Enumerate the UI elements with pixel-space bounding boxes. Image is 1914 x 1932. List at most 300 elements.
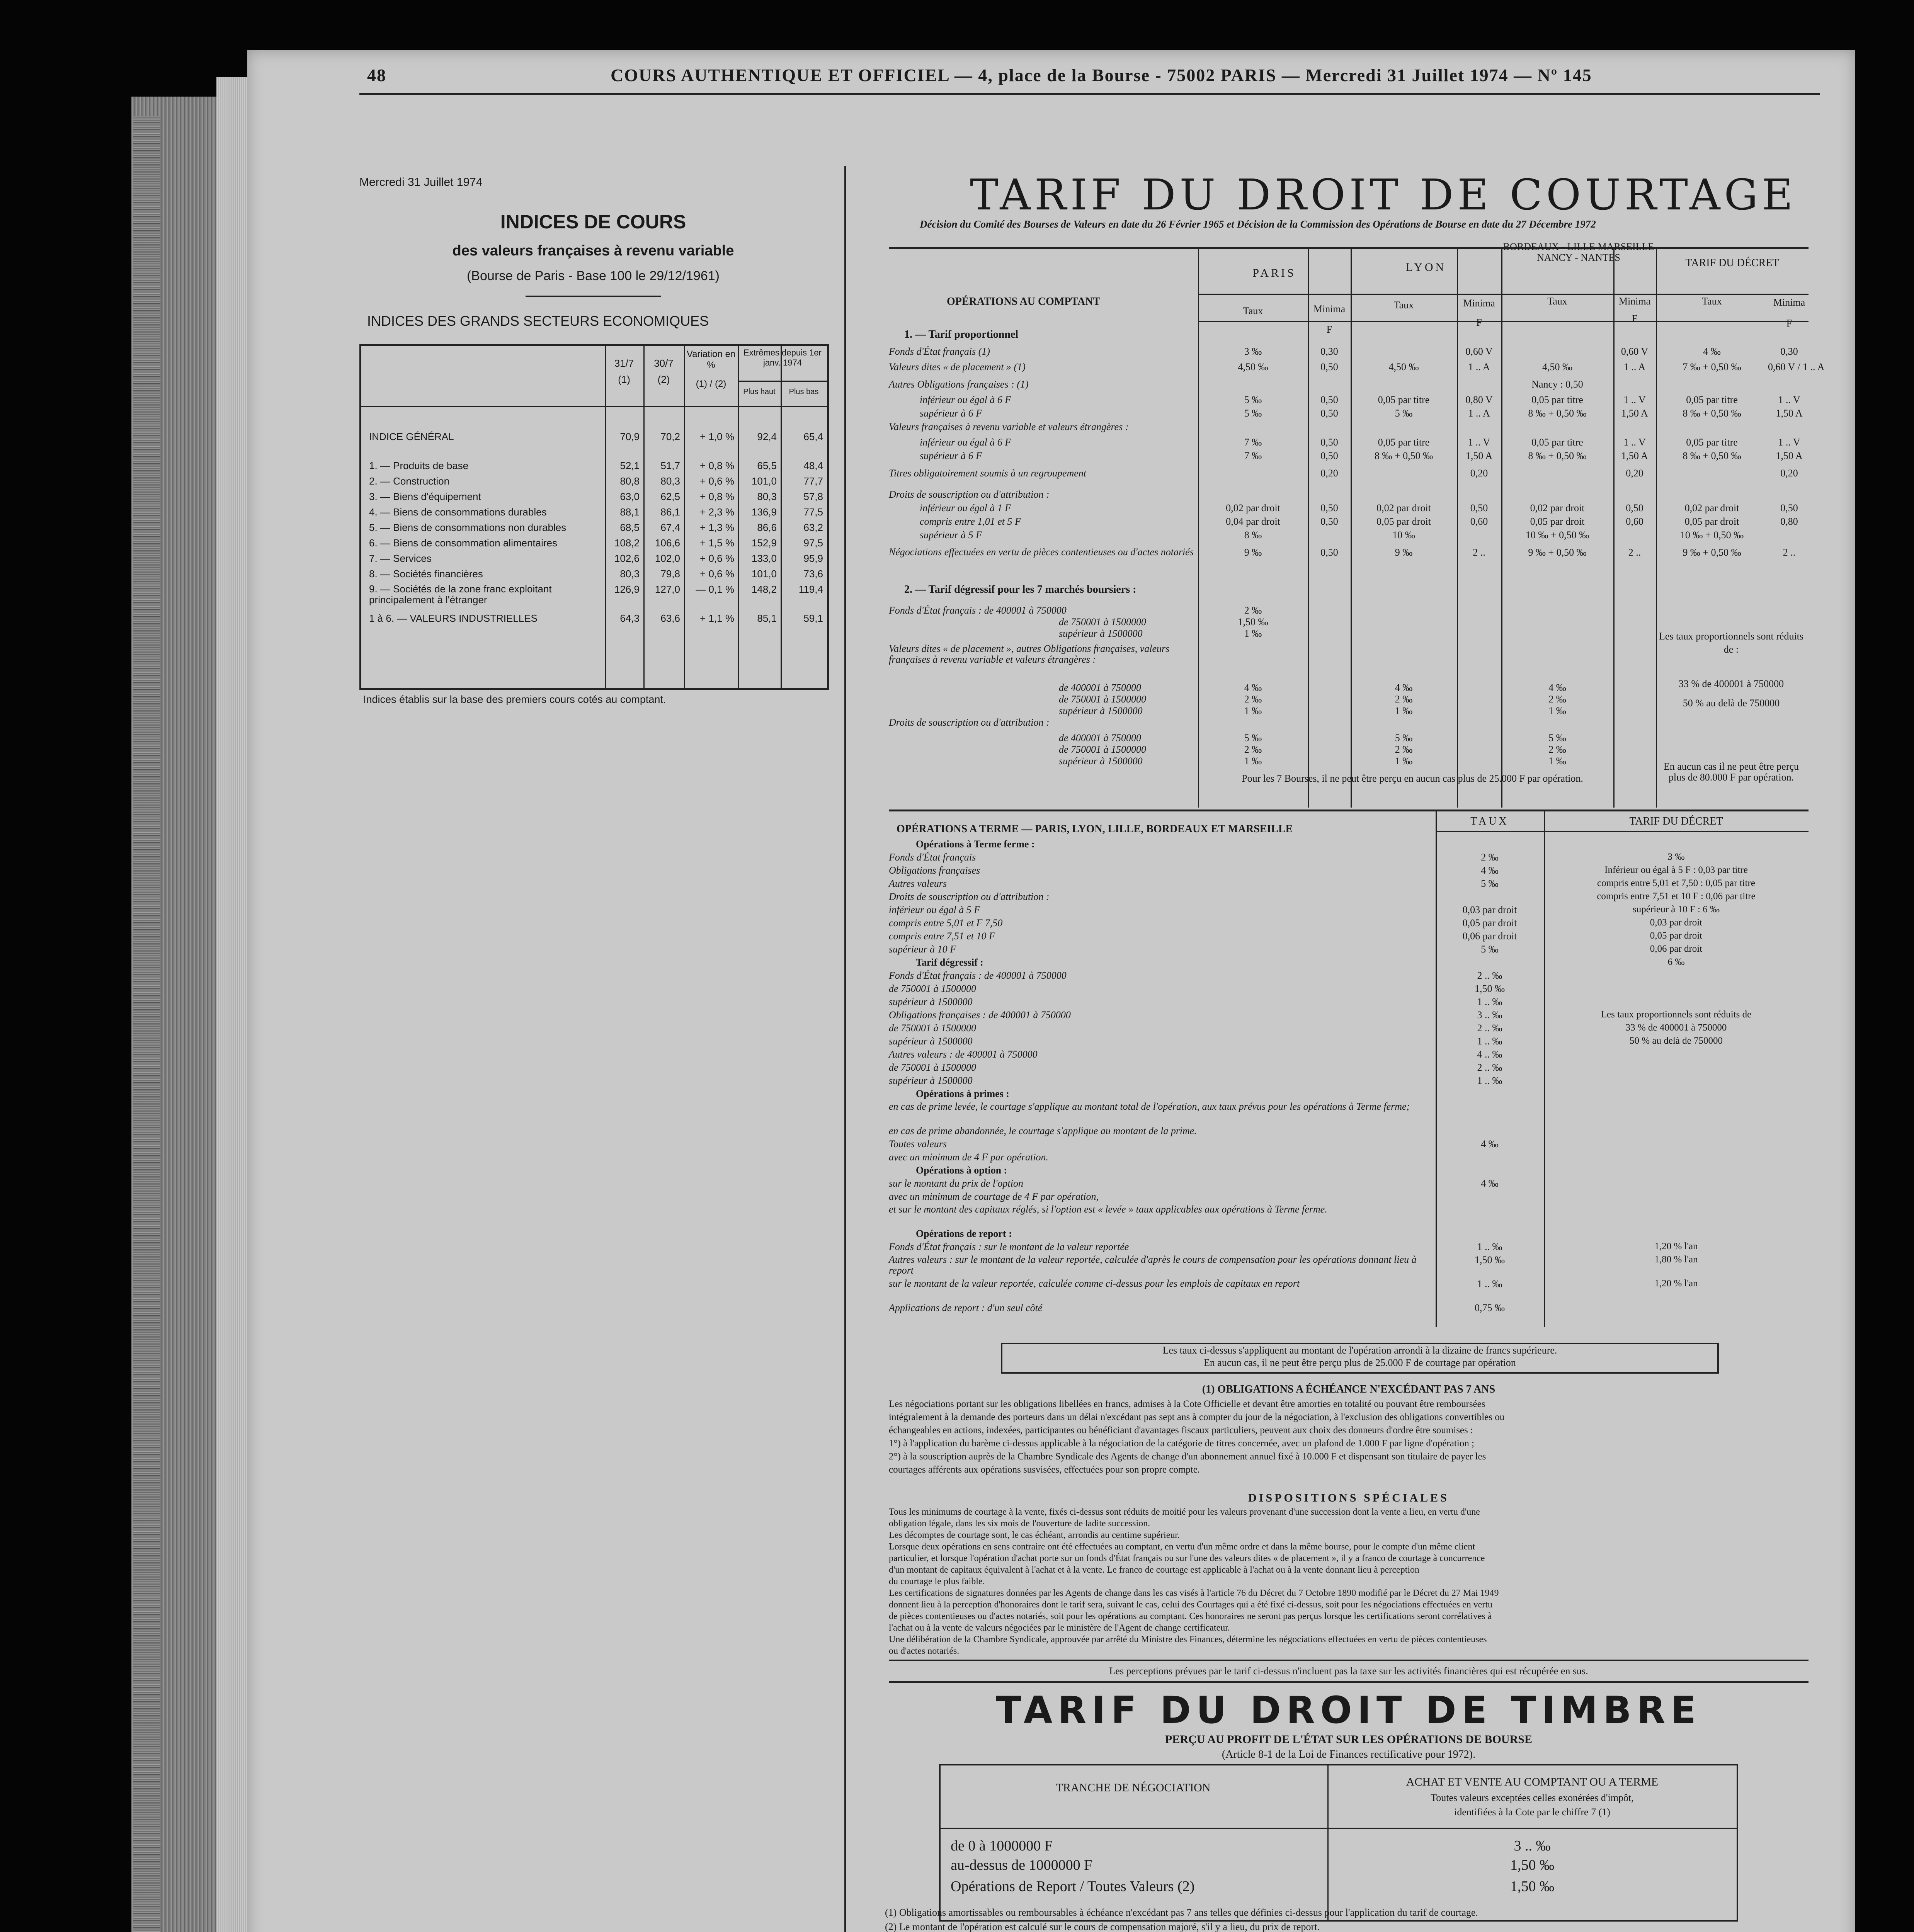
dec-taux: 0,05 par titre	[1686, 437, 1738, 448]
terme-decret: supérieur à 10 F : 6 ‰	[1633, 904, 1720, 915]
dec-taux: 0,05 par titre	[1686, 394, 1738, 405]
terme-taux: 0,03 par droit	[1462, 904, 1517, 915]
index-30-7: 67,4	[660, 522, 680, 533]
dec-minima: 1 .. V	[1778, 394, 1800, 405]
oblig-text-line: Les négociations portant sur les obligations libellées en francs, admises à la Cote Officielle et devant être amorties en totalité ou pouvant être remboursées	[889, 1399, 1485, 1409]
disp-text-line: particulier, et lorsque l'opération d'achat porte sur un fonds d'État français ou sur l'une des valeurs dites « de placement », il y a franco de courtage à concurrence	[889, 1553, 1485, 1563]
col-paris: PARIS	[1252, 267, 1296, 279]
terme-decret: 3 ‰	[1667, 852, 1685, 862]
terme-decret: 0,06 par droit	[1650, 944, 1703, 954]
paris-minima: 0,30	[1320, 346, 1338, 357]
timbre-row-value: 3 .. ‰	[1514, 1838, 1551, 1854]
terme-row-label: inférieur ou égal à 5 F	[889, 904, 980, 915]
index-variation: + 1,3 %	[700, 522, 734, 533]
dec-taux: 8 ‰ + 0,50 ‰	[1683, 408, 1741, 419]
disp-text-line: Les décomptes de courtage sont, le cas échéant, arrondis au centime supérieur.	[889, 1530, 1180, 1540]
paris-taux: 5 ‰	[1244, 408, 1262, 419]
index-31-7: 80,8	[620, 475, 640, 487]
terme-taux: 0,75 ‰	[1475, 1302, 1505, 1313]
dec-taux: 0,05 par droit	[1684, 516, 1739, 527]
paris-taux: 4,50 ‰	[1238, 361, 1268, 372]
terme-decret: 0,03 par droit	[1650, 917, 1703, 928]
index-30-7: 102,0	[655, 553, 680, 564]
col-decret: TARIF DU DÉCRET	[1685, 257, 1779, 269]
degressif-paris: 2 ‰	[1244, 744, 1262, 755]
terme-taux: 2 ‰	[1481, 852, 1499, 863]
terme-row-label: Autres valeurs	[889, 878, 947, 889]
index-plus-bas: 65,4	[803, 431, 823, 442]
page-number: 48	[367, 65, 386, 85]
terme-decret: 33 % de 400001 à 750000	[1625, 1022, 1727, 1033]
index-31-7: 52,1	[620, 460, 640, 471]
degressif-row-label: supérieur à 1500000	[1059, 705, 1143, 716]
degressif-note: Les taux proportionnels sont réduits de :	[1659, 631, 1804, 655]
comptant-row-label: compris entre 1,01 et 5 F	[920, 516, 1021, 527]
timbre-top-rule	[889, 1681, 1809, 1683]
index-plus-bas: 59,1	[803, 612, 823, 624]
degressif-paris: 2 ‰	[1244, 694, 1262, 705]
degressif-lyon: 1 ‰	[1395, 755, 1413, 767]
indices-table	[359, 344, 829, 690]
bord-taux: 4,50 ‰	[1542, 361, 1572, 372]
dec-minima: 0,80	[1780, 516, 1798, 527]
degressif-row-label: de 750001 à 1500000	[1059, 616, 1147, 628]
lyon-taux: 0,05 par droit	[1376, 516, 1431, 527]
lyon-taux: 10 ‰	[1392, 529, 1415, 541]
index-plus-bas: 77,5	[803, 506, 823, 518]
index-plus-haut: 152,9	[751, 537, 777, 549]
disp-text-line: Une délibération de la Chambre Syndicale, approuvée par arrêté du Ministre des Finances, détermine les négociations effectuées en vertu de pièces contentieuses	[889, 1634, 1487, 1645]
col-head-variation: Variation en %	[686, 349, 736, 370]
terme-decret: 1,20 % l'an	[1654, 1278, 1698, 1289]
terme-row-label: Tarif dégressif :	[916, 957, 983, 968]
degressif-row-label: Valeurs dites « de placement », autres Obligations françaises, valeurs françaises à revenu variable et valeurs étrangères :	[889, 643, 1170, 665]
degressif-bord: 2 ‰	[1548, 694, 1566, 705]
col-head-31-7-num: (1)	[618, 374, 630, 385]
terme-row-label: de 750001 à 1500000	[889, 983, 977, 994]
bord-minima: 0,60	[1626, 516, 1643, 527]
col-head-30-7: 30/7	[654, 357, 674, 369]
bord-minima: 1,50 A	[1621, 450, 1648, 461]
terme-row-label: Obligations françaises	[889, 865, 980, 876]
terme-row-label: Fonds d'État français : de 400001 à 750000	[889, 970, 1067, 981]
lyon-taux: 4,50 ‰	[1388, 361, 1419, 372]
paris-taux: 3 ‰	[1244, 346, 1262, 357]
terme-row-label: compris entre 5,01 et F 7,50	[889, 917, 1003, 929]
index-plus-haut: 80,3	[757, 491, 777, 502]
paris-minima: 0,50	[1320, 361, 1338, 372]
degressif-bord: 4 ‰	[1548, 682, 1566, 693]
index-label: 5. — Biens de consommations non durables	[369, 522, 567, 533]
lyon-taux: 5 ‰	[1395, 408, 1413, 419]
lyon-minima: 2 ..	[1473, 547, 1485, 558]
bord-minima: 0,50	[1626, 502, 1643, 514]
terme-decret: compris entre 5,01 et 7,50 : 0,05 par titre	[1597, 878, 1755, 888]
index-31-7: 68,5	[620, 522, 640, 533]
lyon-minima: 0,60 V	[1465, 346, 1493, 357]
timbre-subtitle: PERÇU AU PROFIT DE L'ÉTAT SUR LES OPÉRATIONS DE BOURSE	[1165, 1733, 1532, 1746]
perceptions-rule	[889, 1660, 1809, 1661]
index-31-7: 88,1	[620, 506, 640, 518]
index-plus-haut: 148,2	[751, 583, 777, 595]
bord-minima: 1 .. V	[1623, 394, 1646, 405]
dec-taux: 10 ‰ + 0,50 ‰	[1680, 529, 1744, 541]
disp-text-line: Tous les minimums de courtage à la vente, fixés ci-dessus sont réduits de moitié pour les valeurs provenant d'une succession dont la vente a lieu, en vertu d'une	[889, 1507, 1480, 1517]
timbre-note2: (2) Le montant de l'opération est calculé sur le cours de compensation majoré, s'il y a lieu, du prix de report.	[885, 1921, 1320, 1932]
column-divider	[844, 166, 846, 1932]
terme-taux: 1,50 ‰	[1475, 983, 1505, 994]
index-variation: + 0,8 %	[700, 491, 734, 502]
index-30-7: 80,3	[660, 475, 680, 487]
paris-minima: 0,50	[1320, 516, 1338, 527]
terme-row-label: Autres valeurs : sur le montant de la valeur reportée, calculée d'après le cours de compensation pour les opérations donnant lieu à report	[889, 1254, 1417, 1276]
lyon-minima-head: Minima	[1463, 298, 1495, 309]
terme-decret: Inférieur ou égal à 5 F : 0,03 par titre	[1604, 865, 1748, 875]
lyon-minima: 0,20	[1470, 468, 1488, 479]
degressif-lyon: 1 ‰	[1395, 705, 1413, 716]
bord-taux: 0,02 par droit	[1530, 502, 1585, 514]
terme-decret: 0,05 par droit	[1650, 930, 1703, 941]
terme-row-label: Toutes valeurs	[889, 1138, 947, 1150]
index-plus-bas: 95,9	[803, 553, 823, 564]
index-30-7: 127,0	[655, 583, 680, 595]
paris-minima: 0,50	[1320, 408, 1338, 419]
terme-row-label: de 750001 à 1500000	[889, 1062, 977, 1073]
degressif-row-label: de 750001 à 1500000	[1059, 744, 1147, 755]
terme-row-label: avec un minimum de courtage de 4 F par opération,	[889, 1191, 1099, 1202]
terme-row-label: Opérations à option :	[916, 1165, 1007, 1176]
degressif-paris: 1,50 ‰	[1238, 616, 1268, 628]
terme-decret-head: TARIF DU DÉCRET	[1629, 815, 1723, 827]
comptant-row-label: inférieur ou égal à 6 F	[920, 394, 1011, 405]
indices-subtitle: des valeurs françaises à revenu variable	[452, 243, 734, 259]
terme-decret: compris entre 7,51 et 10 F : 0,06 par titre	[1597, 891, 1756, 901]
timbre-note1: (1) Obligations amortissables ou remboursables à échéance n'excédant pas 7 ans telles que définies ci-dessus pour l'application du tarif de courtage.	[885, 1907, 1478, 1918]
index-label: 1 à 6. — VALEURS INDUSTRIELLES	[369, 612, 538, 624]
index-31-7: 126,9	[614, 583, 640, 595]
index-plus-bas: 63,2	[803, 522, 823, 533]
col-head-extremes: Extrêmes depuis 1er janv. 1974	[743, 348, 822, 367]
oblig-text-line: 2°) à la souscription auprès de la Chambre Syndicale des Agents de change d'un abonnement annuel fixé à 10.000 F et dispensant son titulaire de payer les	[889, 1451, 1486, 1462]
degressif-n3: En aucun cas il ne peut être perçu plus de 80.000 F par opération.	[1663, 761, 1799, 783]
terme-row-label: Opérations à Terme ferme :	[916, 838, 1035, 850]
paris-minima: 0,50	[1320, 502, 1338, 514]
page-header	[367, 65, 1836, 88]
degressif-row-label: Droits de souscription ou d'attribution :	[889, 717, 1050, 728]
dec-minima: 1,50 A	[1776, 408, 1803, 419]
dec-taux: 0,02 par droit	[1684, 502, 1739, 514]
comptant-row-label: Valeurs françaises à revenu variable et valeurs étrangères :	[889, 421, 1129, 432]
terme-row-label: supérieur à 1500000	[889, 1036, 973, 1047]
index-30-7: 86,1	[660, 506, 680, 518]
index-variation: + 1,1 %	[700, 612, 734, 624]
terme-row-label: supérieur à 1500000	[889, 1075, 973, 1086]
terme-taux: 2 .. ‰	[1477, 1062, 1502, 1073]
lyon-taux: 9 ‰	[1395, 547, 1413, 558]
index-variation: + 0,6 %	[700, 568, 734, 580]
degressif-row-label: Fonds d'État français : de 400001 à 750000	[889, 605, 1067, 616]
paris-taux: 5 ‰	[1244, 394, 1262, 405]
oblig-text-line: 1°) à l'application du barème ci-dessus applicable à la négociation de la catégorie de titres concernée, avec un plafond de 1.000 F par ligne d'opération ;	[889, 1438, 1474, 1449]
lyon-minima: 0,60	[1470, 516, 1488, 527]
terme-row-label: Opérations à primes :	[916, 1088, 1009, 1099]
dec-minima: 1 .. V	[1778, 437, 1800, 448]
degressif-bord: 1 ‰	[1548, 755, 1566, 767]
disp-text-line: Lorsque deux opérations en sens contraire ont été effectuées au comptant, en vertu d'un même ordre et dans la même bourse, pour le compte d'un même client	[889, 1542, 1475, 1552]
index-label: 8. — Sociétés financières	[369, 568, 483, 580]
terme-taux: 0,06 par droit	[1462, 930, 1517, 942]
paris-taux: 0,02 par droit	[1226, 502, 1280, 514]
degressif-paris: 2 ‰	[1244, 605, 1262, 616]
col-head-variation-formula: (1) / (2)	[696, 379, 726, 389]
index-variation: — 0,1 %	[696, 583, 734, 595]
index-plus-haut: 101,0	[751, 568, 777, 580]
index-plus-bas: 119,4	[798, 583, 823, 595]
index-30-7: 106,6	[655, 537, 680, 549]
timbre-col1: TRANCHE DE NÉGOCIATION	[1056, 1781, 1211, 1794]
oblig-text-line: échangeables en actions, indexées, participantes ou bénéficiant d'avantages fiscaux particuliers, peuvent aux choix des donneurs d'ordre être soumises :	[889, 1425, 1473, 1435]
index-label: INDICE GÉNÉRAL	[369, 431, 454, 442]
index-plus-bas: 77,7	[803, 475, 823, 487]
terme-taux: 2 .. ‰	[1477, 970, 1502, 981]
tarif-proportionnel-title: 1. — Tarif proportionnel	[904, 328, 1019, 340]
index-variation: + 0,6 %	[700, 553, 734, 564]
comptant-row-label: Valeurs dites « de placement » (1)	[889, 361, 1026, 372]
index-31-7: 63,0	[620, 491, 640, 502]
index-plus-haut: 92,4	[757, 431, 777, 442]
bord-taux: 8 ‰ + 0,50 ‰	[1528, 408, 1587, 419]
timbre-col2b: identifiées à la Cote par le chiffre 7 (1)	[1454, 1806, 1610, 1818]
degressif-lyon: 2 ‰	[1395, 694, 1413, 705]
terme-taux: 4 ‰	[1481, 1178, 1499, 1189]
index-31-7: 80,3	[620, 568, 640, 580]
terme-row-label: avec un minimum de 4 F par opération.	[889, 1151, 1049, 1163]
paris-f-head: F	[1326, 324, 1332, 335]
degressif-lyon: 5 ‰	[1395, 732, 1413, 743]
paris-taux: 7 ‰	[1244, 437, 1262, 448]
header-rule	[359, 93, 1820, 95]
index-30-7: 51,7	[660, 460, 680, 471]
terme-top-rule	[889, 810, 1809, 811]
seven-bourses-note: Pour les 7 Bourses, il ne peut être perçu en aucun cas plus de 25.000 F par opération.	[1242, 773, 1583, 784]
courtage-title: TARIF DU DROIT DE COURTAGE	[970, 170, 1797, 219]
index-30-7: 63,6	[660, 612, 680, 624]
terme-taux: 4 ‰	[1481, 865, 1499, 876]
index-plus-haut: 65,5	[757, 460, 777, 471]
terme-row-label: sur le montant du prix de l'option	[889, 1178, 1023, 1189]
degressif-row-label: supérieur à 1500000	[1059, 628, 1143, 639]
comptant-row-label: supérieur à 5 F	[920, 529, 982, 541]
terme-taux: 2 .. ‰	[1477, 1022, 1502, 1034]
terme-decret: 1,20 % l'an	[1654, 1241, 1698, 1252]
dec-minima: 0,20	[1780, 468, 1798, 479]
disp-text-line: l'achat ou à la vente de valeurs négociées par le ministère de l'Agent de change certificateur.	[889, 1623, 1230, 1633]
paris-taux: 9 ‰	[1244, 547, 1262, 558]
terme-decret: 6 ‰	[1667, 957, 1685, 967]
index-30-7: 62,5	[660, 491, 680, 502]
index-label: 9. — Sociétés de la zone franc exploitant principalement à l'étranger	[369, 583, 552, 605]
terme-taux: 1 .. ‰	[1477, 1036, 1502, 1047]
perceptions-note: Les perceptions prévues par le tarif ci-dessus n'incluent pas la taxe sur les activités financières qui est récupérée en sus.	[1109, 1665, 1588, 1677]
index-31-7: 64,3	[620, 612, 640, 624]
bord-minima: 1,50 A	[1621, 408, 1648, 419]
ops-comptant-title: OPÉRATIONS AU COMPTANT	[947, 296, 1101, 308]
paris-taux-head: Taux	[1243, 305, 1263, 316]
dec-taux-head: Taux	[1702, 296, 1722, 307]
lyon-minima: 1 .. V	[1468, 437, 1490, 448]
lyon-minima: 0,80 V	[1465, 394, 1493, 405]
taux-note-1: Les taux ci-dessus s'appliquent au montant de l'opération arrondi à la dizaine de francs supérieure.	[1162, 1345, 1557, 1356]
bord-taux: 0,05 par droit	[1530, 516, 1585, 527]
col-head-30-7-num: (2)	[657, 374, 670, 385]
col-lyon: LYON	[1405, 261, 1446, 274]
lyon-taux: 0,05 par titre	[1378, 394, 1430, 405]
dec-minima: 1,50 A	[1776, 450, 1803, 461]
degressif-paris: 4 ‰	[1244, 682, 1262, 693]
bord-taux: 8 ‰ + 0,50 ‰	[1528, 450, 1587, 461]
dec-f-head: F	[1786, 318, 1792, 329]
bord-minima: 2 ..	[1628, 547, 1641, 558]
dec-taux: 7 ‰ + 0,50 ‰	[1683, 361, 1741, 372]
disp-text-line: obligation légale, dans les six mois de l'ouverture de ladite succession.	[889, 1519, 1150, 1529]
degressif-n1: 33 % de 400001 à 750000	[1678, 678, 1784, 689]
disp-text-line: ou d'actes notariés.	[889, 1646, 960, 1656]
disp-text-line: de pièces contentieuses ou d'actes notariés, soit pour les opérations au comptant. Ces honoraires ne seront pas perçus lorsque les certifications seront corrélatives à	[889, 1611, 1492, 1621]
terme-taux: 5 ‰	[1481, 878, 1499, 889]
paris-minima: 0,50	[1320, 437, 1338, 448]
lyon-taux: 0,05 par titre	[1378, 437, 1430, 448]
index-variation: + 0,8 %	[700, 460, 734, 471]
terme-row-label: en cas de prime abandonnée, le courtage s'applique au montant de la prime.	[889, 1125, 1197, 1136]
paris-taux: 7 ‰	[1244, 450, 1262, 461]
index-plus-bas: 73,6	[803, 568, 823, 580]
oblig-text-line: intégralement à la demande des porteurs dans un délai n'excédant pas sept ans à compter du jour de la négociation, à l'exclusion des obligations convertibles ou	[889, 1412, 1505, 1422]
timbre-row-label: Opérations de Report / Toutes Valeurs (2)	[951, 1878, 1195, 1895]
terme-taux: 5 ‰	[1481, 944, 1499, 955]
timbre-title: TARIF DU DROIT DE TIMBRE	[996, 1689, 1701, 1732]
degressif-bord: 1 ‰	[1548, 705, 1566, 716]
degressif-paris: 1 ‰	[1244, 705, 1262, 716]
publication-title: COURS AUTHENTIQUE ET OFFICIEL — 4, place de la Bourse - 75002 PARIS — Mercredi 31 Juillet 1974 — Nº 145	[611, 65, 1592, 85]
indices-section-title: INDICES DES GRANDS SECTEURS ECONOMIQUES	[367, 313, 709, 329]
index-variation: + 2,3 %	[700, 506, 734, 518]
terme-row-label: Fonds d'État français : sur le montant de la valeur reportée	[889, 1241, 1129, 1252]
indices-note: Indices établis sur la base des premiers cours cotés au comptant.	[363, 694, 666, 705]
timbre-row-value: 1,50 ‰	[1510, 1857, 1554, 1873]
tarif-degressif-title: 2. — Tarif dégressif pour les 7 marchés boursiers :	[904, 583, 1136, 595]
timbre-row-label: de 0 à 1000000 F	[951, 1838, 1053, 1854]
timbre-row-value: 1,50 ‰	[1510, 1878, 1554, 1895]
col-bordeaux: BORDEAUX - LILLE MARSEILLE NANCY - NANTES	[1503, 241, 1654, 263]
index-variation: + 0,6 %	[700, 475, 734, 487]
marbled-cover-edge	[133, 116, 160, 1932]
bord-taux-head: Taux	[1547, 296, 1567, 307]
courtage-decision: Décision du Comité des Bourses de Valeurs en date du 26 Février 1965 et Décision de la Commission des Opérations de Bourse en date du 27 Décembre 1972	[920, 218, 1596, 230]
terme-row-label: Autres valeurs : de 400001 à 750000	[889, 1049, 1038, 1060]
col-head-31-7: 31/7	[614, 357, 634, 369]
index-label: 6. — Biens de consommation alimentaires	[369, 537, 558, 549]
degressif-lyon: 4 ‰	[1395, 682, 1413, 693]
bord-taux: 0,05 par titre	[1531, 394, 1583, 405]
timbre-col2: ACHAT ET VENTE AU COMPTANT OU A TERME	[1406, 1776, 1659, 1788]
bord-taux: 9 ‰ + 0,50 ‰	[1528, 547, 1587, 558]
index-label: 4. — Biens de consommations durables	[369, 506, 547, 518]
index-31-7: 102,6	[614, 553, 640, 564]
index-label: 3. — Biens d'équipement	[369, 491, 481, 502]
paris-minima: 0,50	[1320, 394, 1338, 405]
terme-row-label: Fonds d'État français	[889, 852, 976, 863]
dec-taux: 9 ‰ + 0,50 ‰	[1683, 547, 1741, 558]
degressif-n2: 50 % au delà de 750000	[1683, 697, 1780, 709]
comptant-row-label: supérieur à 6 F	[920, 408, 982, 419]
disp-text-line: d'un montant de capitaux équivalent à l'achat et à la vente. Le franco de courtage est applicable à l'achat ou à la vente donnant lieu à perception	[889, 1565, 1420, 1575]
dec-minima-head: Minima	[1773, 297, 1805, 308]
degressif-row-label: de 400001 à 750000	[1059, 732, 1142, 743]
bord-minima: 0,20	[1626, 468, 1643, 479]
bord-taux: 0,05 par titre	[1531, 437, 1583, 448]
index-plus-haut: 101,0	[751, 475, 777, 487]
degressif-lyon: 2 ‰	[1395, 744, 1413, 755]
disp-text-line: Les certifications de signatures données par les Agents de change dans les cas visés à l'article 76 du Décret du 7 Octobre 1890 modifié par le Décret du 27 Mai 1949	[889, 1588, 1499, 1598]
index-label: 7. — Services	[369, 553, 432, 564]
comptant-row-label: Droits de souscription ou d'attribution :	[889, 489, 1050, 500]
index-plus-bas: 57,8	[803, 491, 823, 502]
comptant-row-label: Titres obligatoirement soumis à un regroupement	[889, 468, 1087, 479]
terme-taux-head: TAUX	[1470, 815, 1509, 827]
comptant-row-label: inférieur ou égal à 6 F	[920, 437, 1011, 448]
index-plus-bas: 97,5	[803, 537, 823, 549]
comptant-row-label: Fonds d'État français (1)	[889, 346, 990, 357]
terme-taux: 1 .. ‰	[1477, 1075, 1502, 1086]
comptant-top-rule	[889, 247, 1809, 249]
indices-title: INDICES DE COURS	[500, 211, 686, 233]
index-plus-haut: 133,0	[751, 553, 777, 564]
paris-minima-head: Minima	[1313, 303, 1346, 315]
comptant-row-label: Négociations effectuées en vertu de pièces contentieuses ou d'actes notariés	[889, 546, 1194, 558]
bord-taux: 10 ‰ + 0,50 ‰	[1525, 529, 1589, 541]
lyon-minima: 1 .. A	[1468, 408, 1490, 419]
index-label: 1. — Produits de base	[369, 460, 469, 471]
index-31-7: 108,2	[614, 537, 640, 549]
index-plus-haut: 136,9	[751, 506, 777, 518]
lyon-minima: 1 .. A	[1468, 361, 1490, 372]
terme-taux: 4 .. ‰	[1477, 1049, 1502, 1060]
terme-row-label: compris entre 7,51 et 10 F	[889, 930, 995, 942]
terme-taux: 4 ‰	[1481, 1138, 1499, 1150]
terme-taux: 3 .. ‰	[1477, 1009, 1502, 1020]
comptant-row-label: supérieur à 6 F	[920, 450, 982, 461]
degressif-paris: 1 ‰	[1244, 755, 1262, 767]
terme-taux: 1 .. ‰	[1477, 1278, 1502, 1289]
terme-row-label: Obligations françaises : de 400001 à 750000	[889, 1009, 1071, 1020]
degressif-paris: 5 ‰	[1244, 732, 1262, 743]
terme-row-label: en cas de prime levée, le courtage s'applique au montant total de l'opération, aux taux prévus pour les opérations à Terme ferme;	[889, 1101, 1410, 1112]
index-30-7: 79,8	[660, 568, 680, 580]
index-variation: + 1,0 %	[700, 431, 734, 442]
page-edges	[216, 77, 251, 1932]
bord-taux: Nancy : 0,50	[1531, 379, 1583, 390]
comptant-row-label: inférieur ou égal à 1 F	[920, 502, 1011, 514]
bord-minima: 0,60 V	[1621, 346, 1649, 357]
index-plus-haut: 85,1	[757, 612, 777, 624]
oblig-text-line: courtages afférents aux opérations susvisées, effectuées pour son propre compte.	[889, 1464, 1200, 1475]
terme-row-label: et sur le montant des capitaux réglés, si l'option est « levée » taux applicables aux opérations à Terme ferme.	[889, 1204, 1327, 1215]
dec-minima: 0,60 V / 1 .. A	[1768, 361, 1825, 372]
dec-minima: 0,50	[1780, 502, 1798, 514]
disp-speciales-title: DISPOSITIONS SPÉCIALES	[1248, 1492, 1449, 1504]
terme-taux: 1,50 ‰	[1475, 1254, 1505, 1265]
dec-minima: 0,30	[1780, 346, 1798, 357]
